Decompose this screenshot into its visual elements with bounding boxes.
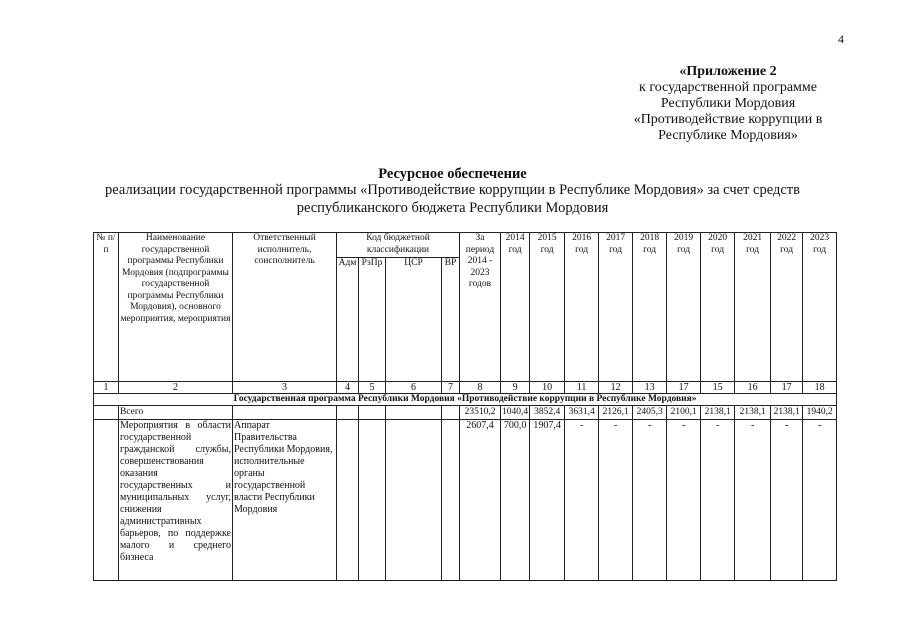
total-value: 2138,1 <box>735 406 771 420</box>
column-number: 18 <box>803 382 837 394</box>
table-cell <box>442 420 460 581</box>
column-number: 5 <box>359 382 386 394</box>
header-budget-code: Код бюджетной классификации <box>337 233 460 258</box>
header-executor: Ответственный исполнитель, соисполнитель <box>233 233 337 382</box>
total-value: 2405,3 <box>633 406 667 420</box>
section-row <box>94 394 837 406</box>
activity-value: - <box>803 420 837 581</box>
header-year: 2020 год <box>701 233 735 382</box>
total-value: 2138,1 <box>701 406 735 420</box>
column-number: 6 <box>386 382 442 394</box>
page-number: 4 <box>838 32 844 46</box>
column-number: 9 <box>501 382 530 394</box>
column-number: 16 <box>735 382 771 394</box>
activity-executor: Аппарат Правительства Республики Мордовия, исполнительные органы государственной власти Республики Мордовия <box>233 420 337 581</box>
header-name: Наименование государственной программы Республики Мордовия (подпрограммы государственной программы Республики Мордовия), основного мероприятия, мероприятия <box>119 233 233 382</box>
header-year: 2021 год <box>735 233 771 382</box>
document-title: Ресурсное обеспечение <box>378 166 527 182</box>
activity-value: - <box>771 420 803 581</box>
activity-value: - <box>735 420 771 581</box>
column-number: 12 <box>599 382 633 394</box>
total-value: 1040,4 <box>501 406 530 420</box>
table-cell <box>386 406 442 420</box>
table-cell <box>94 406 119 420</box>
column-number: 8 <box>460 382 501 394</box>
table-cell <box>359 420 386 581</box>
total-row <box>94 406 837 420</box>
column-number: 3 <box>233 382 337 394</box>
column-number: 17 <box>667 382 701 394</box>
appendix-line: Республики Мордовия <box>660 96 796 111</box>
activity-value: - <box>667 420 701 581</box>
activity-value: - <box>633 420 667 581</box>
appendix-header <box>598 64 858 144</box>
table-cell <box>337 406 359 420</box>
total-value: 23510,2 <box>460 406 501 420</box>
column-number: 1 <box>94 382 119 394</box>
total-value: 3852,4 <box>530 406 565 420</box>
total-label: Всего <box>119 406 233 420</box>
table-cell <box>94 420 119 581</box>
header-year: 2015 год <box>530 233 565 382</box>
header-year: 2023 год <box>803 233 837 382</box>
header-adm: Адм <box>337 258 359 382</box>
table-cell <box>337 420 359 581</box>
activity-value: - <box>565 420 599 581</box>
header-year: 2014 год <box>501 233 530 382</box>
appendix-line: к государственной программе <box>639 80 817 95</box>
section-title: Государственная программа Республики Мордовия «Противодействие коррупции в Республике Мордовия» <box>94 394 837 406</box>
total-value: 1940,2 <box>803 406 837 420</box>
header-year: 2022 год <box>771 233 803 382</box>
activity-row <box>94 420 837 581</box>
appendix-line: «Противодействие коррупции в <box>633 112 823 127</box>
header-row <box>94 233 837 258</box>
total-value: 3631,4 <box>565 406 599 420</box>
header-vr: ВР <box>442 258 460 382</box>
table-cell <box>233 406 337 420</box>
column-number: 15 <box>701 382 735 394</box>
header-csr: ЦСР <box>386 258 442 382</box>
table-cell <box>442 406 460 420</box>
header-year: 2019 год <box>667 233 701 382</box>
column-number: 7 <box>442 382 460 394</box>
header-rzpr: РзПр <box>359 258 386 382</box>
activity-name: Мероприятия в области государственной гражданской службы, совершенствования оказания государственных и муниципальных услуг, снижения административных барьеров, по поддержке малого и среднего бизнеса <box>119 420 233 581</box>
table-cell <box>386 420 442 581</box>
header-year: 2018 год <box>633 233 667 382</box>
column-number: 13 <box>633 382 667 394</box>
table-cell <box>359 406 386 420</box>
activity-value: - <box>599 420 633 581</box>
header-year: 2016 год <box>565 233 599 382</box>
header-period: За период 2014 - 2023 годов <box>460 233 501 382</box>
document-subtitle-line: реализации государственной программы «Противодействие коррупции в Республике Мордовия» за счет средств <box>105 182 800 198</box>
header-year: 2017 год <box>599 233 633 382</box>
appendix-line: Республике Мордовия» <box>658 128 798 143</box>
activity-value: - <box>701 420 735 581</box>
appendix-title: «Приложение 2 <box>679 64 777 79</box>
activity-value: 700,0 <box>501 420 530 581</box>
total-value: 2126,1 <box>599 406 633 420</box>
column-number: 4 <box>337 382 359 394</box>
total-value: 2100,1 <box>667 406 701 420</box>
column-number-row <box>94 382 837 394</box>
column-number: 10 <box>530 382 565 394</box>
resource-table <box>93 232 837 581</box>
column-number: 11 <box>565 382 599 394</box>
column-number: 17 <box>771 382 803 394</box>
total-value: 2138,1 <box>771 406 803 420</box>
activity-value: 1907,4 <box>530 420 565 581</box>
activity-value: 2607,4 <box>460 420 501 581</box>
column-number: 2 <box>119 382 233 394</box>
document-subtitle-line: республиканского бюджета Республики Мордовия <box>296 200 609 216</box>
header-num: № п/п <box>94 233 119 382</box>
